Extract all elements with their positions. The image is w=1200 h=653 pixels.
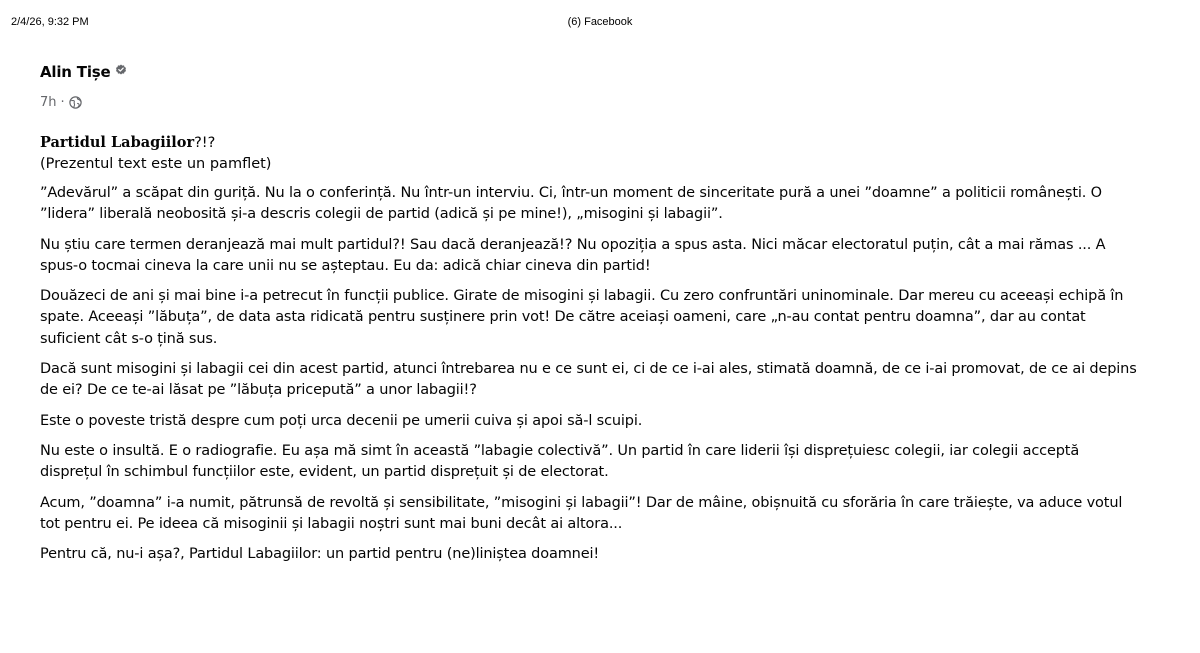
post-body bbox=[40, 183, 1145, 565]
meta-separator: · bbox=[60, 94, 65, 110]
globe-icon[interactable] bbox=[69, 96, 82, 109]
post-paragraph: ”Adevărul” a scăpat din guriță. Nu la o conferință. Nu într-un interviu. Ci, într-un moment de sinceritate pură a unei ”doamne” a politicii românești. O ”lidera” liberală neobosită și-a descris colegii de partid (adică și pe mine!), „misogini și labagii”. bbox=[40, 185, 1102, 223]
post-paragraph: Douăzeci de ani și mai bine i-a petrecut în funcții publice. Girate de misogini și labagii. Cu zero confruntări uninominale. Dar mereu cu aceeași echipă în spate. Aceeași ”lăbuța”, de data asta ridicată pentru susținere prin vot! De către aceiași oameni, care „n-au contat pentru doamna”, dar au contat suficient cât s-o țină sus. bbox=[40, 288, 1124, 347]
post-paragraph: Acum, ”doamna” i-a numit, pătrunsă de revoltă și sensibilitate, ”misogini și labagii”! Dar de mâine, obișnuită cu sforăria în care trăiește, va aduce votul tot pentru ei. Pe ideea că misoginii și labagii noștri sunt mai buni decât ai altora... bbox=[40, 494, 1123, 532]
post-paragraph: Nu este o insultă. E o radiografie. Eu așa mă simt în această ”labagie colectivă”. Un partid în care liderii își disprețuiesc colegii, iar colegii acceptă disprețul în schimbul funcțiilor este, evident, un partid disprețuit și de electorat. bbox=[40, 442, 1080, 481]
post-paragraph: Pentru că, nu-i așa?, Partidul Labagiilor: un partid pentru (ne)liniștea doamnei! bbox=[40, 546, 600, 563]
post-subtitle: (Prezentul text este un pamflet) bbox=[40, 156, 272, 172]
post-paragraph: Este o poveste tristă despre cum poți urca decenii pe umerii cuiva și apoi să-l scuipi. bbox=[40, 412, 643, 429]
post-paragraph: Dacă sunt misogini și labagii cei din acest partid, atunci întrebarea nu e ce sunt ei, ci de ce i-ai ales, stimată doamnă, de ce i-ai promovat, de ce ai depins de ei? De ce te-ai lăsat pe ”lăbuța pricepută” a unor labagii!? bbox=[40, 361, 1137, 399]
post-title-suffix: ?!? bbox=[194, 135, 216, 151]
post-header bbox=[40, 60, 1145, 84]
print-page-title: (6) Facebook bbox=[567, 16, 633, 28]
post-meta bbox=[40, 93, 1145, 111]
verified-badge-icon bbox=[115, 61, 127, 73]
facebook-post bbox=[40, 60, 1145, 574]
post-timestamp[interactable]: 7h bbox=[40, 94, 57, 110]
post-title-line bbox=[40, 132, 1145, 154]
post-title-block bbox=[40, 132, 1145, 175]
post-title: Partidul Labagiilor bbox=[40, 134, 195, 151]
author-name[interactable]: Alin Tișe bbox=[40, 63, 111, 81]
print-date: 2/4/26, 9:32 PM bbox=[11, 16, 89, 28]
post-paragraph: Nu știu care termen deranjează mai mult partidul?! Sau dacă deranjează!? Nu opoziția a spus asta. Nici măcar electoratul puțin, cât a mai rămas ... A spus-o tocmai cineva la care unii nu se așteptau. Eu da: adică chiar cineva din partid! bbox=[40, 236, 1106, 274]
print-header bbox=[11, 16, 1189, 30]
